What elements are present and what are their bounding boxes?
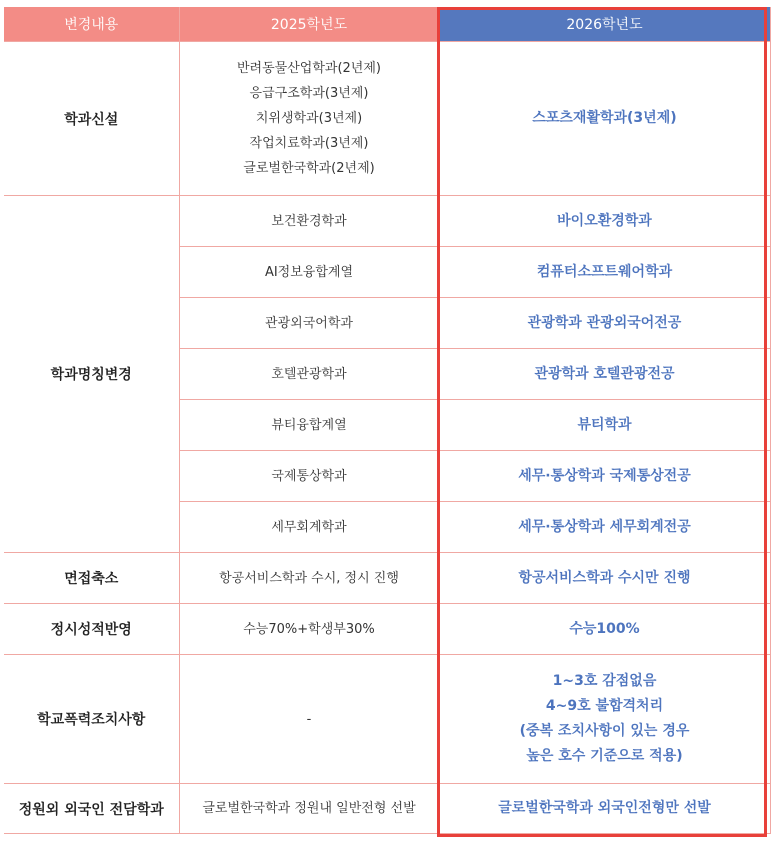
new-name: 관광학과 관광외국어전공 <box>439 298 770 349</box>
table-row <box>4 784 770 834</box>
violence-rule-line: 4~9호 불합격처리 <box>545 698 664 714</box>
old-value-score: 수능70%+학생부30% <box>179 604 439 655</box>
table-row <box>4 196 770 247</box>
new-value-new-dept: 스포츠재활학과(3년제) <box>439 42 770 196</box>
admission-changes-table-wrapper <box>4 7 770 834</box>
old-value-violence: - <box>179 655 439 784</box>
old-name: 세무회계학과 <box>179 502 439 553</box>
old-name: 국제통상학과 <box>179 451 439 502</box>
new-value-violence <box>439 655 770 784</box>
new-value-score: 수능100% <box>439 604 770 655</box>
new-name: 관광학과 호텔관광전공 <box>439 349 770 400</box>
admission-changes-table <box>4 7 771 834</box>
table-row <box>4 553 770 604</box>
header-row <box>4 7 770 42</box>
table-row <box>4 42 770 196</box>
old-name: AI정보융합계열 <box>179 247 439 298</box>
category-foreign: 정원외 외국인 전담학과 <box>4 784 179 834</box>
table-row <box>4 655 770 784</box>
violence-rule-line: 1~3호 감점없음 <box>552 673 657 689</box>
old-dept-item: 응급구조학과(3년제) <box>249 86 369 101</box>
old-dept-item: 치위생학과(3년제) <box>255 111 363 126</box>
old-dept-item: 글로벌한국학과(2년제) <box>243 161 375 176</box>
header-year-2025: 2025학년도 <box>179 7 439 42</box>
new-name: 컴퓨터소프트웨어학과 <box>439 247 770 298</box>
new-value-foreign: 글로벌한국학과 외국인전형만 선발 <box>439 784 770 834</box>
header-change-type: 변경내용 <box>4 7 179 42</box>
old-name: 보건환경학과 <box>179 196 439 247</box>
new-name: 뷰티학과 <box>439 400 770 451</box>
table-row <box>4 604 770 655</box>
old-name: 관광외국어학과 <box>179 298 439 349</box>
category-score: 정시성적반영 <box>4 604 179 655</box>
new-name: 세무·통상학과 세무회계전공 <box>439 502 770 553</box>
new-name: 바이오환경학과 <box>439 196 770 247</box>
old-value-new-dept <box>179 42 439 196</box>
category-violence: 학교폭력조치사항 <box>4 655 179 784</box>
old-name: 호텔관광학과 <box>179 349 439 400</box>
old-value-interview: 항공서비스학과 수시, 정시 진행 <box>179 553 439 604</box>
old-dept-item: 반려동물산업학과(2년제) <box>237 61 381 76</box>
old-name: 뷰티융합계열 <box>179 400 439 451</box>
violence-rule-line: 높은 호수 기준으로 적용) <box>526 748 683 764</box>
category-rename: 학과명칭변경 <box>4 196 179 553</box>
old-value-foreign: 글로벌한국학과 정원내 일반전형 선발 <box>179 784 439 834</box>
new-value-interview: 항공서비스학과 수시만 진행 <box>439 553 770 604</box>
old-dept-item: 작업치료학과(3년제) <box>249 136 369 151</box>
category-new-dept: 학과신설 <box>4 42 179 196</box>
new-name: 세무·통상학과 국제통상전공 <box>439 451 770 502</box>
header-year-2026: 2026학년도 <box>439 7 770 42</box>
violence-rule-line: (중복 조치사항이 있는 경우 <box>519 723 690 739</box>
category-interview: 면접축소 <box>4 553 179 604</box>
